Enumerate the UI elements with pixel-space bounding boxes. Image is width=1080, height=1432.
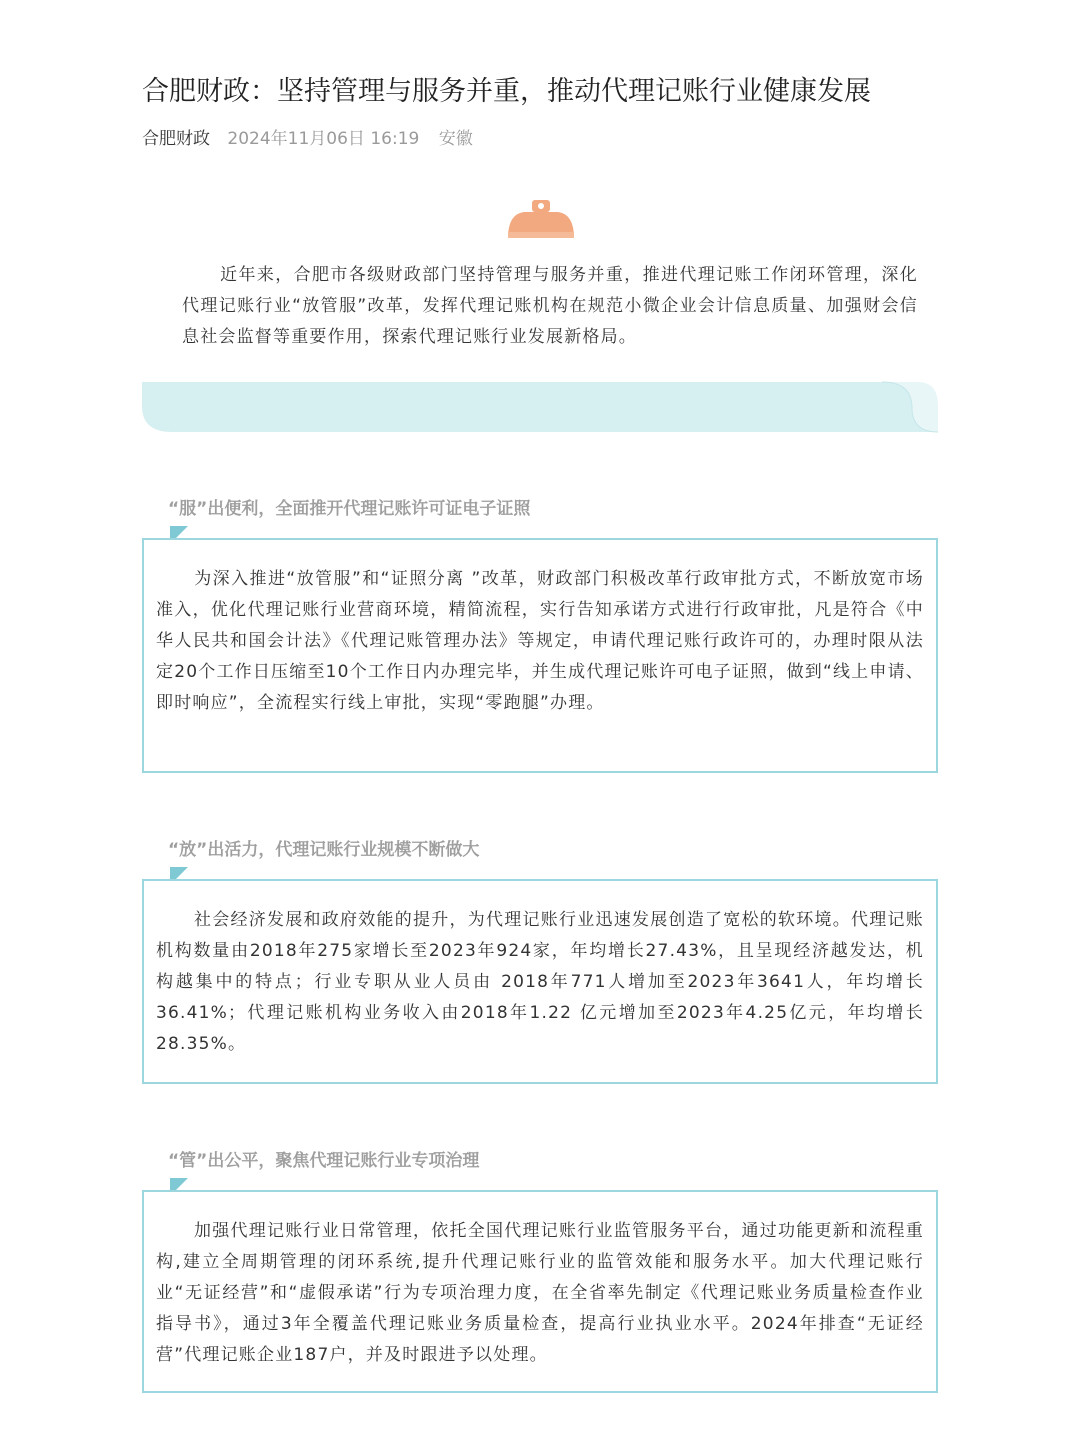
section-body-text-3: 加强代理记账行业日常管理，依托全国代理记账行业监管服务平台，通过功能更新和流程重构,建立全周期管理的闭环系统,提升代理记账行业的监管效能和服务水平。加大代理记账行业“无证经营”和“虚假承诺”行为专项治理力度，在全省率先制定《代理记账业务质量检查作业指导书》，通过3年全覆盖代理记账业务质量检查，提高行业执业水平。2024年排查“无证经营”代理记账企业187户，并及时跟进予以处理。 xyxy=(156,1221,924,1365)
section-body-2 xyxy=(156,905,924,1060)
article-region: 安徽 xyxy=(438,129,473,149)
article-meta xyxy=(142,124,473,154)
section-heading-1: “服”出便利，全面推开代理记账许可证电子证照 xyxy=(168,499,531,519)
binder-clip-icon xyxy=(504,198,578,242)
section-body-3 xyxy=(156,1216,924,1371)
section-heading-3: “管”出公平，聚焦代理记账行业专项治理 xyxy=(168,1151,480,1171)
section-box-1 xyxy=(142,538,938,773)
article-datetime: 2024年11月06日 16:19 xyxy=(227,129,420,149)
article-title: 合肥财政：坚持管理与服务并重，推动代理记账行业健康发展 xyxy=(142,76,871,107)
article-source[interactable]: 合肥财政 xyxy=(142,129,210,149)
section-box-3 xyxy=(142,1190,938,1393)
section-box-2 xyxy=(142,879,938,1084)
section-body-text-1: 为深入推进“放管服”和“证照分离 ”改革，财政部门积极改革行政审批方式，不断放宽市场准入，优化代理记账行业营商环境，精简流程，实行告知承诺方式进行行政审批，凡是符合《中华人民共和国会计法》《代理记账管理办法》等规定，申请代理记账行政许可的，办理时限从法定20个工作日压缩至10个工作日内办理完毕，并生成代理记账许可电子证照，做到“线上申请、即时响应”，全流程实行线上审批，实现“零跑腿”办理。 xyxy=(156,569,924,713)
decorative-banner xyxy=(142,380,938,434)
section-heading-2: “放”出活力，代理记账行业规模不断做大 xyxy=(168,840,480,860)
section-body-text-2: 社会经济发展和政府效能的提升，为代理记账行业迅速发展创造了宽松的软环境。代理记账机构数量由2018年275家增长至2023年924家，年均增长27.43%，且呈现经济越发达，机构越集中的特点；行业专职从业人员由 2018年771人增加至2023年3641人，年均增长36.41%；代理记账机构业务收入由2018年1.22 亿元增加至2023年4.25亿元，年均增长28.35%。 xyxy=(156,910,924,1054)
section-body-1 xyxy=(156,564,924,719)
intro-paragraph xyxy=(182,260,918,353)
intro-text: 近年来，合肥市各级财政部门坚持管理与服务并重，推进代理记账工作闭环管理，深化代理记账行业“放管服”改革，发挥代理记账机构在规范小微企业会计信息质量、加强财会信息社会监督等重要作用，探索代理记账行业发展新格局。 xyxy=(182,265,918,347)
